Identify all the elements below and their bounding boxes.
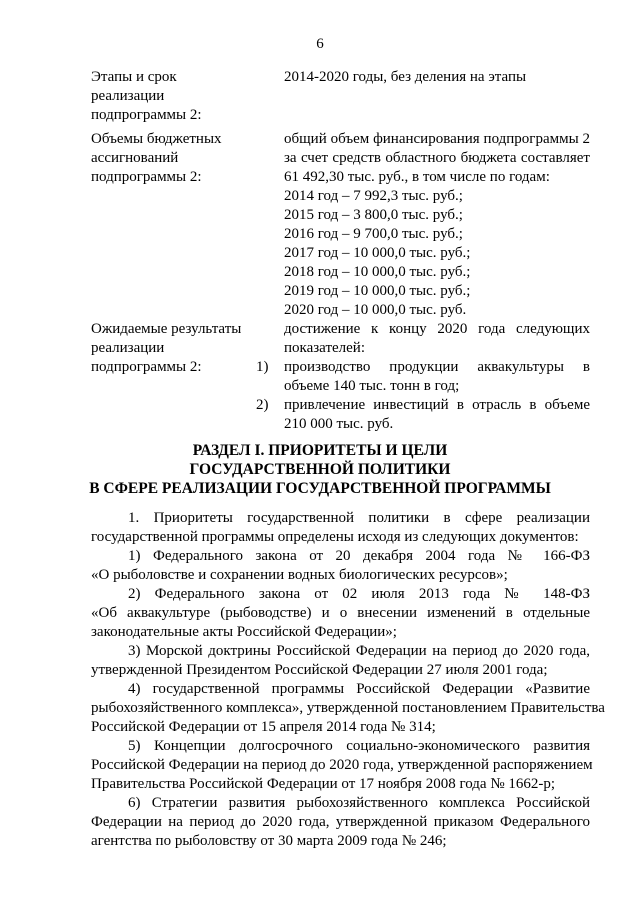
result-item-line: 210 000 тыс. руб.	[284, 416, 394, 432]
body-line: «Об аквакультуре (рыбоводстве) и о внесении изменений в отдельные	[91, 605, 590, 621]
body-line: 1) Федерального закона от 20 декабря 2004 года № 166-ФЗ	[128, 548, 590, 564]
result-item-line: объеме 140 тыс. тонн в год;	[284, 378, 460, 394]
body-line: 2) Федерального закона от 02 июля 2013 года № 148-ФЗ	[128, 586, 590, 602]
body-line: 6) Стратегии развития рыбохозяйственного комплекса Российской	[128, 795, 590, 811]
budget-year-line: 2017 год – 10 000,0 тыс. руб.;	[284, 245, 471, 261]
budget-line: общий объем финансирования подпрограммы 2	[284, 131, 590, 147]
budget-label-line: подпрограммы 2:	[91, 169, 202, 185]
body-line: 3) Морской доктрины Российской Федерации на период до 2020 года,	[128, 643, 590, 659]
budget-line: за счет средств областного бюджета составляет	[284, 150, 590, 166]
body-line: утвержденной Президентом Российской Федерации 27 июля 2001 года;	[91, 662, 548, 678]
result-item-number: 2)	[256, 397, 269, 413]
body-line: Российской Федерации от 15 апреля 2014 года № 314;	[91, 719, 436, 735]
stages-label-line: подпрограммы 2:	[91, 107, 202, 123]
body-line: законодательные акты Российской Федерации»;	[91, 624, 397, 640]
results-label-line: реализации	[91, 340, 165, 356]
body-line: 1. Приоритеты государственной политики в сфере реализации	[128, 510, 590, 526]
body-line: государственной программы определены исходя из следующих документов:	[91, 529, 579, 545]
result-item-number: 1)	[256, 359, 269, 375]
page-number: 6	[316, 36, 324, 52]
budget-year-line: 2015 год – 3 800,0 тыс. руб.;	[284, 207, 463, 223]
budget-year-line: 2019 год – 10 000,0 тыс. руб.;	[284, 283, 471, 299]
result-item-line: привлечение инвестиций в отрасль в объеме	[284, 397, 590, 413]
body-line: 5) Концепции долгосрочного социально-экономического развития	[128, 738, 590, 754]
section-title-line: ГОСУДАРСТВЕННОЙ ПОЛИТИКИ	[189, 461, 451, 478]
budget-label-line: Объемы бюджетных	[91, 131, 222, 147]
results-intro-line: достижение к концу 2020 года следующих	[284, 321, 590, 337]
body-line: рыбохозяйственного комплекса», утвержденной постановлением Правительства	[91, 700, 605, 716]
result-item-line: производство продукции аквакультуры в	[284, 359, 590, 375]
results-intro-line: показателей:	[284, 340, 365, 356]
body-line: «О рыболовстве и сохранении водных биологических ресурсов»;	[91, 567, 508, 583]
budget-label-line: ассигнований	[91, 150, 179, 166]
budget-year-line: 2020 год – 10 000,0 тыс. руб.	[284, 302, 467, 318]
budget-year-line: 2018 год – 10 000,0 тыс. руб.;	[284, 264, 471, 280]
section-title-line: В СФЕРЕ РЕАЛИЗАЦИИ ГОСУДАРСТВЕННОЙ ПРОГРАММЫ	[89, 480, 551, 497]
results-label-line: Ожидаемые результаты	[91, 321, 242, 337]
results-label-line: подпрограммы 2:	[91, 359, 202, 375]
body-line: агентства по рыболовству от 30 марта 2009 года № 246;	[91, 833, 447, 849]
section-title	[0, 441, 640, 498]
stages-label-line: Этапы и срок	[91, 69, 177, 85]
stages-label-line: реализации	[91, 88, 165, 104]
body-line: Федерации на период до 2020 года, утвержденной приказом Федерального	[91, 814, 590, 830]
budget-year-line: 2016 год – 9 700,0 тыс. руб.;	[284, 226, 463, 242]
stages-value: 2014-2020 годы, без деления на этапы	[284, 69, 527, 85]
section-title-line: РАЗДЕЛ I. ПРИОРИТЕТЫ И ЦЕЛИ	[192, 442, 448, 459]
body-line: Российской Федерации на период до 2020 года, утвержденной распоряжением	[91, 757, 593, 773]
body-line: 4) государственной программы Российской Федерации «Развитие	[128, 681, 590, 697]
budget-year-line: 2014 год – 7 992,3 тыс. руб.;	[284, 188, 463, 204]
body-line: Правительства Российской Федерации от 17 ноября 2008 года № 1662-р;	[91, 776, 556, 792]
budget-line: 61 492,30 тыс. руб., в том числе по годам:	[284, 169, 550, 185]
